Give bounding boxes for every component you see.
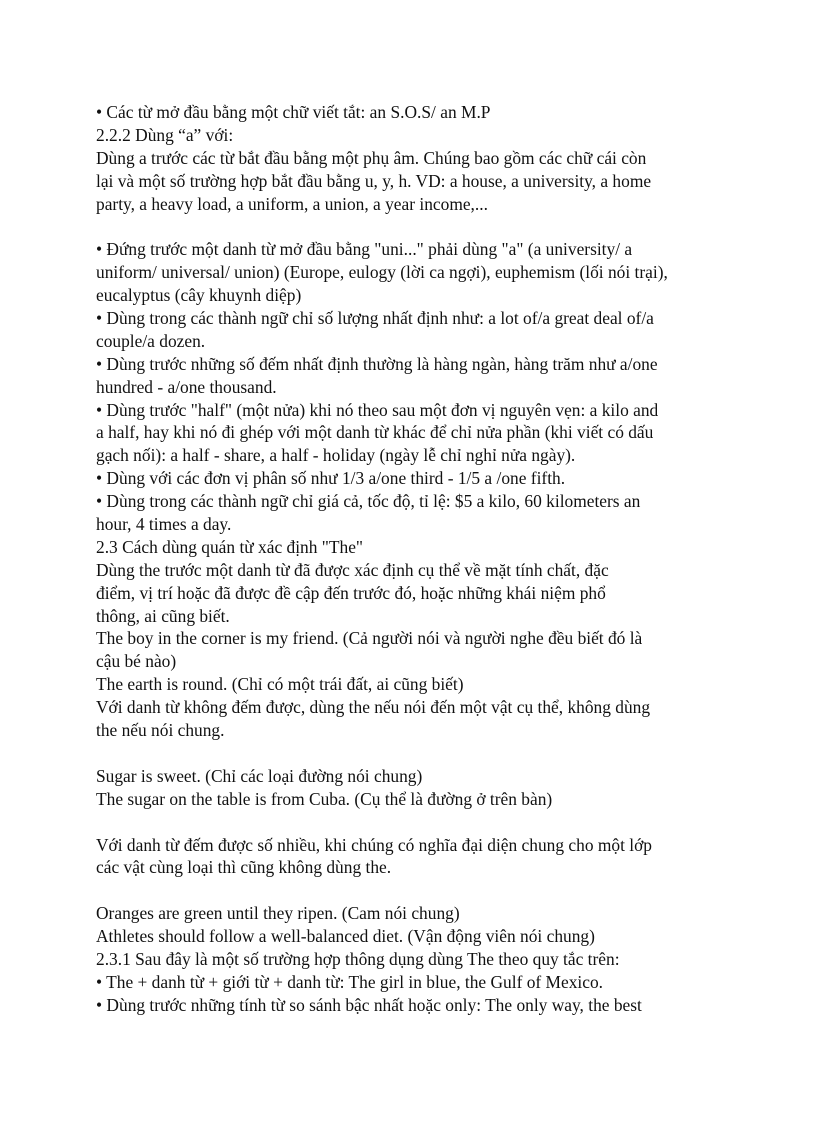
bullet-line: • The + danh từ + giới từ + danh từ: The girl in blue, the Gulf of Mexico. (96, 971, 604, 992)
text-line: lại và một số trường hợp bắt đầu bằng u, y, h. VD: a house, a university, a home (96, 170, 652, 191)
text-line: party, a heavy load, a uniform, a union, a year income,... (96, 193, 488, 214)
text-line: các vật cùng loại thì cũng không dùng the. (96, 857, 392, 878)
text-line: Dùng the trước một danh từ đã được xác định cụ thể về mặt tính chất, đặc (96, 559, 609, 580)
example-line: Athletes should follow a well-balanced diet. (Vận động viên nói chung) (96, 926, 595, 947)
text-line: uniform/ universal/ union) (Europe, eulogy (lời ca ngợi), euphemism (lối nói trại), (96, 262, 668, 283)
text-line: a half, hay khi nó đi ghép với một danh từ khác để chỉ nửa phần (khi viết có dấu (96, 422, 654, 443)
section-heading: 2.2.2 Dùng “a” với: (96, 124, 234, 145)
example-line: The sugar on the table is from Cuba. (Cụ thể là đường ở trên bàn) (96, 788, 553, 809)
text-line: the nếu nói chung. (96, 720, 225, 741)
bullet-line: • Dùng trong các thành ngữ chỉ giá cả, tốc độ, tỉ lệ: $5 a kilo, 60 kilometers an (96, 491, 641, 512)
text-line: Dùng a trước các từ bắt đầu bằng một phụ âm. Chúng bao gồm các chữ cái còn (96, 147, 647, 168)
bullet-line: • Dùng trước "half" (một nửa) khi nó theo sau một đơn vị nguyên vẹn: a kilo and (96, 399, 659, 420)
section-heading: 2.3.1 Sau đây là một số trường hợp thông dụng dùng The theo quy tắc trên: (96, 948, 620, 969)
text-line: eucalyptus (cây khuynh diệp) (96, 285, 302, 306)
text-line: hundred - a/one thousand. (96, 376, 277, 397)
example-line: Oranges are green until they ripen. (Cam nói chung) (96, 903, 460, 924)
example-line: The boy in the corner is my friend. (Cả người nói và người nghe đều biết đó là (96, 628, 643, 649)
text-line: Với danh từ không đếm được, dùng the nếu nói đến một vật cụ thể, không dùng (96, 697, 651, 718)
text-line: điểm, vị trí hoặc đã được đề cập đến trước đó, hoặc những khái niệm phổ (96, 582, 606, 603)
bullet-line: • Dùng trước những số đếm nhất định thường là hàng ngàn, hàng trăm như a/one (96, 353, 658, 374)
example-line: Sugar is sweet. (Chỉ các loại đường nói chung) (96, 765, 423, 786)
text-line: couple/a dozen. (96, 330, 206, 351)
example-line: The earth is round. (Chỉ có một trái đất, ai cũng biết) (96, 674, 464, 695)
section-heading: 2.3 Cách dùng quán từ xác định "The" (96, 536, 364, 557)
blank-line (96, 811, 726, 834)
text-line: cậu bé nào) (96, 651, 177, 672)
blank-line (96, 215, 726, 238)
text-line: thông, ai cũng biết. (96, 605, 230, 626)
bullet-line: • Dùng với các đơn vị phân số như 1/3 a/one third - 1/5 a /one fifth. (96, 468, 566, 489)
bullet-line: • Dùng trong các thành ngữ chỉ số lượng nhất định như: a lot of/a great deal of/a (96, 308, 654, 329)
text-line: hour, 4 times a day. (96, 514, 232, 535)
bullet-line: • Đứng trước một danh từ mở đầu bằng "uni..." phải dùng "a" (a university/ a (96, 239, 633, 260)
bullet-line: • Dùng trước những tính từ so sánh bậc nhất hoặc only: The only way, the best (96, 994, 642, 1015)
blank-line (96, 742, 726, 765)
text-line: • Các từ mở đầu bằng một chữ viết tắt: an S.O.S/ an M.P (96, 102, 491, 122)
text-line: Với danh từ đếm được số nhiều, khi chúng có nghĩa đại diện chung cho một lớp (96, 834, 652, 855)
blank-line (96, 879, 726, 902)
text-line: gạch nối): a half - share, a half - holiday (ngày lễ chỉ nghỉ nửa ngày). (96, 445, 576, 466)
document-page (96, 101, 726, 1017)
